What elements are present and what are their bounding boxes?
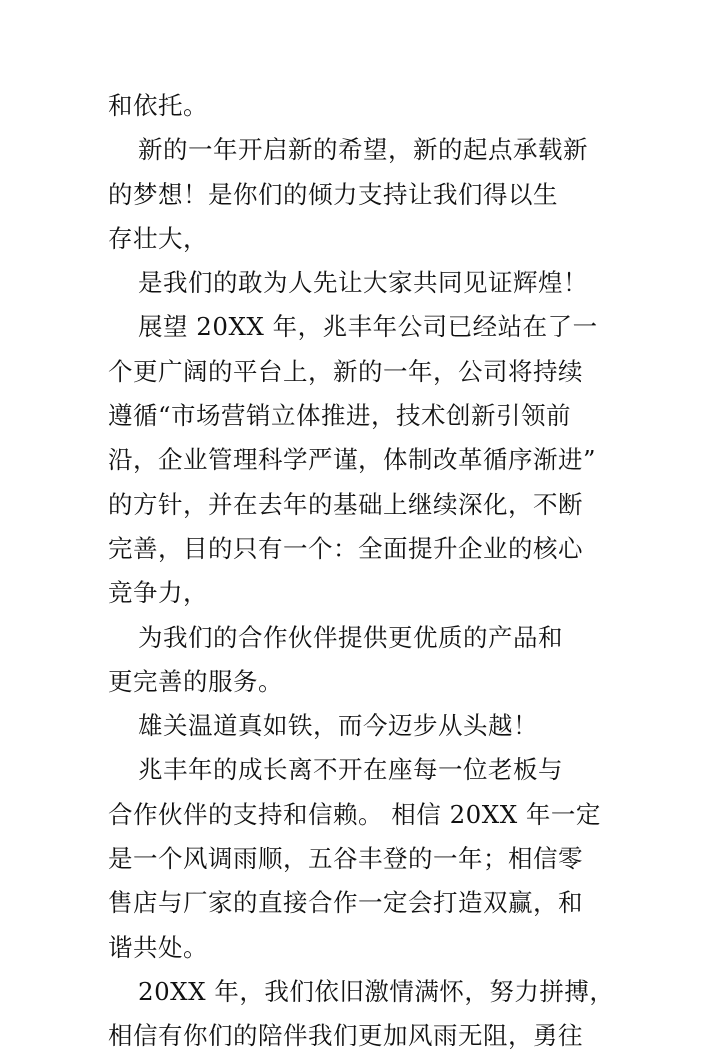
text-line: 遵循“市场营销立体推进，技术创新引领前 xyxy=(108,401,572,431)
text-line: 更完善的服务。 xyxy=(108,666,283,696)
text-line: 兆丰年的成长离不开在座每一位老板与 xyxy=(138,755,563,785)
text-line: 相信有你们的陪伴我们更加风雨无阻，勇往 xyxy=(108,1021,583,1051)
text-line: 合作伙伴的支持和信赖。 相信 20XX 年一定 xyxy=(108,799,601,829)
text-line: 完善，目的只有一个：全面提升企业的核心 xyxy=(108,533,583,563)
text-line: 谐共处。 xyxy=(108,932,208,962)
document-body xyxy=(108,84,628,1059)
text-line: 的梦想！是你们的倾力支持让我们得以生 xyxy=(108,179,558,209)
text-line: 展望 20XX 年，兆丰年公司已经站在了一 xyxy=(138,312,598,342)
text-line: 沿，企业管理科学严谨，体制改革循序渐进” xyxy=(108,445,597,475)
text-line: 和依托。 xyxy=(108,91,208,120)
text-line: 竞争力， xyxy=(108,578,208,608)
text-line: 新的一年开启新的希望，新的起点承载新 xyxy=(138,135,588,165)
text-line: 存壮大， xyxy=(108,223,208,253)
text-line: 20XX 年，我们依旧激情满怀，努力拼搏， xyxy=(138,976,615,1006)
text-line: 个更广阔的平台上，新的一年，公司将持续 xyxy=(108,356,583,386)
text-line: 售店与厂家的直接合作一定会打造双赢，和 xyxy=(108,888,583,918)
text-line: 为我们的合作伙伴提供更优质的产品和 xyxy=(138,622,563,652)
text-line: 是一个风调雨顺，五谷丰登的一年；相信零 xyxy=(108,844,583,874)
text-line: 雄关温道真如铁，而今迈步从头越！ xyxy=(138,711,538,741)
text-line: 是我们的敢为人先让大家共同见证辉煌！ xyxy=(138,268,588,298)
text-line: 的方针，并在去年的基础上继续深化，不断 xyxy=(108,489,583,519)
